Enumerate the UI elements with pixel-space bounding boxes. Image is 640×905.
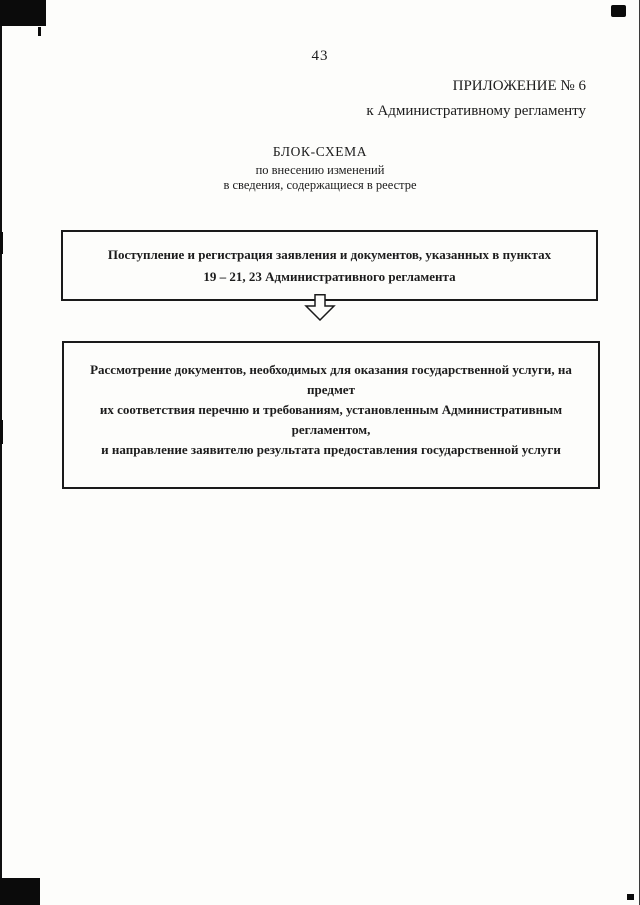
document-title [0,144,640,193]
scan-artifact [0,232,3,254]
appendix-line-2: к Административному регламенту [366,103,586,119]
scan-edge-left [0,0,2,905]
title-line-1: БЛОК-СХЕМА [272,144,368,159]
title-line-2: по внесению изменений [255,163,385,177]
box1-line-2: 19 – 21, 23 Административного регламента [203,269,456,284]
box2-line-2: их соответствия перечню и требованиям, установленным Административным регламентом, [99,402,563,437]
box2-line-3: и направление заявителю результата предоставления государственной услуги [101,442,561,457]
flowchart-box-review [62,341,600,489]
scan-artifact [611,5,626,17]
down-block-arrow-icon [302,294,338,321]
box2-line-1: Рассмотрение документов, необходимых для оказания государственной услуги, на предмет [90,362,572,397]
flowchart-box-registration [61,230,598,301]
scan-artifact [0,420,3,444]
scan-artifact [627,894,634,900]
box1-line-1: Поступление и регистрация заявления и документов, указанных в пунктах [107,247,552,262]
title-line-3: в сведения, содержащиеся в реестре [223,178,417,192]
flowchart-connector [0,294,640,321]
scan-artifact [0,0,46,26]
page-number: 43 [311,48,329,64]
scan-artifact [0,878,40,905]
appendix-heading [366,74,586,124]
appendix-line-1: ПРИЛОЖЕНИЕ № 6 [452,78,586,94]
scan-artifact [38,27,41,36]
